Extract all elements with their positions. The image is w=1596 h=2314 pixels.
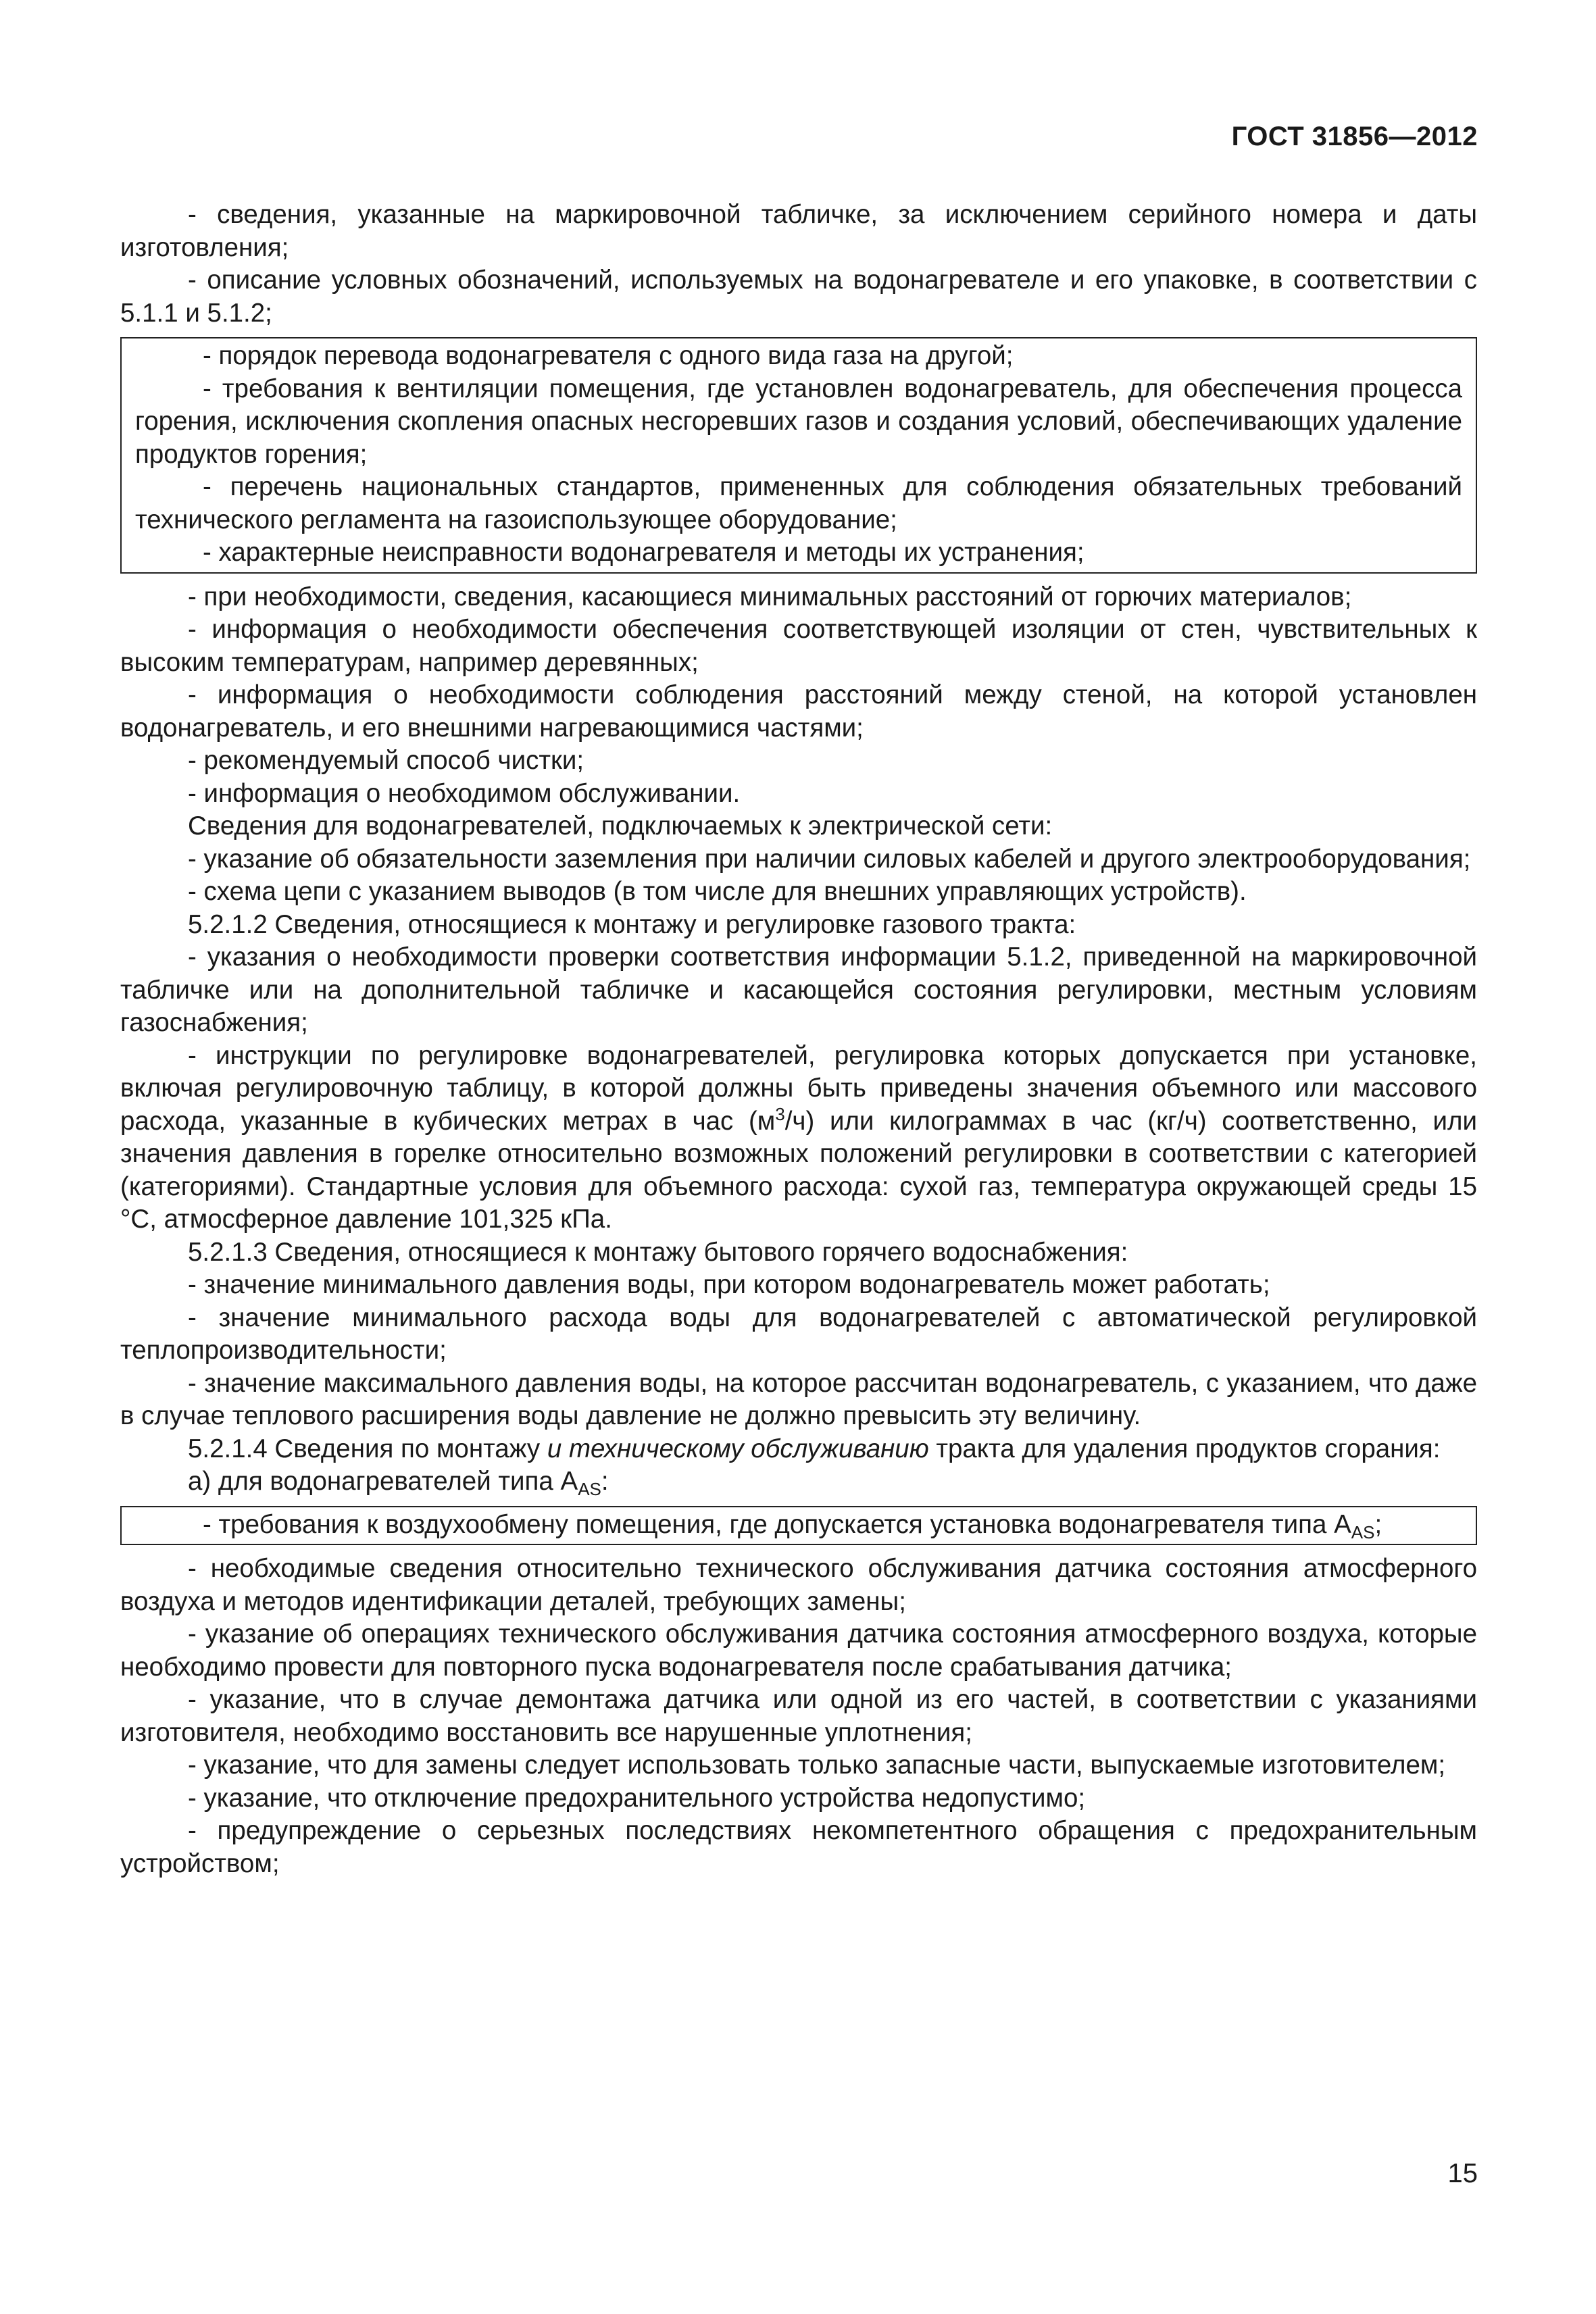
section-heading-5213: 5.2.1.3 Сведения, относящиеся к монтажу бытового горячего водоснабжения:: [188, 1237, 1128, 1267]
boxed-tail: ;: [1374, 1509, 1382, 1539]
list-item-a: [120, 1465, 1477, 1499]
paragraph: - описание условных обозначений, используемых на водонагревателе и его упаковке, в соответствии с 5.1.1 и 5.1.2;: [120, 266, 1477, 328]
boxed-text: - требования к воздухообмену помещения, где допускается установка водонагревателя типа А: [203, 1509, 1351, 1539]
boxed-paragraph: - требования к вентиляции помещения, где установлен водонагреватель, для обеспечения процесса горения, исключения скопления опасных несгоревших газов и создания условий, обеспечивающих удаление продуктов горения;: [135, 374, 1462, 469]
heading-text-tail: тракта для удаления продуктов сгорания:: [928, 1434, 1441, 1463]
paragraph: - при необходимости, сведения, касающиеся минимальных расстояний от горючих материалов;: [188, 582, 1352, 611]
italic-phrase: и техническому обслуживанию: [547, 1434, 929, 1463]
paragraph: Сведения для водонагревателей, подключаемых к электрической сети:: [188, 811, 1053, 840]
standard-header: ГОСТ 31856—2012: [1231, 122, 1478, 151]
paragraph: - необходимые сведения относительно технического обслуживания датчика состояния атмосферного воздуха и методов идентификации деталей, требующих замены;: [120, 1554, 1477, 1616]
boxed-insert-1: [120, 337, 1477, 574]
paragraph: - информация о необходимости обеспечения соответствующей изоляции от стен, чувствительных к высоким температурам, например деревянных;: [120, 615, 1477, 677]
paragraph: - предупреждение о серьезных последствиях некомпетентного обращения с предохранительным устройством;: [120, 1816, 1477, 1878]
boxed-paragraph: - порядок перевода водонагревателя с одного вида газа на другой;: [203, 341, 1014, 370]
boxed-paragraph: [135, 1509, 1462, 1542]
page-number: 15: [1447, 2159, 1478, 2188]
list-item-tail: :: [601, 1467, 609, 1496]
paragraph: - значение минимального давления воды, при котором водонагреватель может работать;: [188, 1270, 1270, 1299]
paragraph: - информация о необходимом обслуживании.: [188, 778, 741, 808]
paragraph: - указание, что для замены следует использовать только запасные части, выпускаемые изготовителем;: [188, 1751, 1446, 1780]
paragraph: - указание, что отключение предохранительного устройства недопустимо;: [188, 1783, 1086, 1813]
cubic-superscript: 3: [775, 1103, 785, 1124]
paragraph: - указание, что в случае демонтажа датчика или одной из его частей, в соответствии с указаниями изготовителя, необходимо восстановить все нарушенные уплотнения;: [120, 1685, 1477, 1747]
section-heading-5212: 5.2.1.2 Сведения, относящиеся к монтажу и регулировке газового тракта:: [188, 909, 1076, 939]
paragraph: - указания о необходимости проверки соответствия информации 5.1.2, приведенной на маркировочной табличке или на дополнительной табличке и касающейся состояния регулировки, местным условиям газоснабжения;: [120, 942, 1477, 1037]
boxed-paragraph: - перечень национальных стандартов, примененных для соблюдения обязательных требований технического регламента на газоиспользующее оборудование;: [135, 472, 1462, 534]
type-subscript: AS: [578, 1479, 601, 1499]
boxed-paragraph: - характерные неисправности водонагревателя и методы их устранения;: [203, 538, 1084, 567]
list-item-text: а) для водонагревателей типа А: [188, 1467, 578, 1496]
flow-text-end: /ч) или килограммах в час (кг/ч) соответственно, или значения давления в горелке относительно возможных положений регулировки в соответствии с категорией (категориями). Стандартные условия для объемного расхода: сухой газ, температура окружающей среды 15 °С, атмосферное давление 101,325 кПа.: [120, 1106, 1477, 1234]
paragraph: - рекомендуемый способ чистки;: [188, 746, 584, 775]
heading-text: 5.2.1.4 Сведения по монтажу: [188, 1434, 547, 1463]
paragraph: - сведения, указанные на маркировочной табличке, за исключением серийного номера и даты изготовления;: [120, 200, 1477, 262]
body-text: [120, 199, 1477, 1880]
paragraph: - указание об операциях технического обслуживания датчика состояния атмосферного воздуха, которые необходимо провести для повторного пуска водонагревателя после срабатывания датчика;: [120, 1619, 1477, 1682]
boxed-insert-2: [120, 1506, 1477, 1546]
type-subscript: AS: [1351, 1521, 1375, 1542]
paragraph: - указание об обязательности заземления при наличии силовых кабелей и другого электрооборудования;: [188, 844, 1471, 874]
paragraph: - схема цепи с указанием выводов (в том числе для внешних управляющих устройств).: [188, 877, 1247, 906]
flow-text-start: - инструкции по регулировке водонагревателей, регулировка которых допускается при установке, включая регулировочную таблицу, в которой должны быть приведены значения объемного или массового расхода, указанные в кубических метрах в час (м: [120, 1040, 1477, 1136]
paragraph: - информация о необходимости соблюдения расстояний между стеной, на которой установлен водонагреватель, и его внешними нагревающимися частями;: [120, 680, 1477, 743]
flow-rate-paragraph: [120, 1040, 1477, 1236]
paragraph: - значение минимального расхода воды для водонагревателей с автоматической регулировкой теплопроизводительности;: [120, 1303, 1477, 1365]
section-heading-5214: [120, 1433, 1477, 1466]
paragraph: - значение максимального давления воды, на которое рассчитан водонагреватель, с указанием, что даже в случае теплового расширения воды давление не должно превысить эту величину.: [120, 1368, 1477, 1430]
